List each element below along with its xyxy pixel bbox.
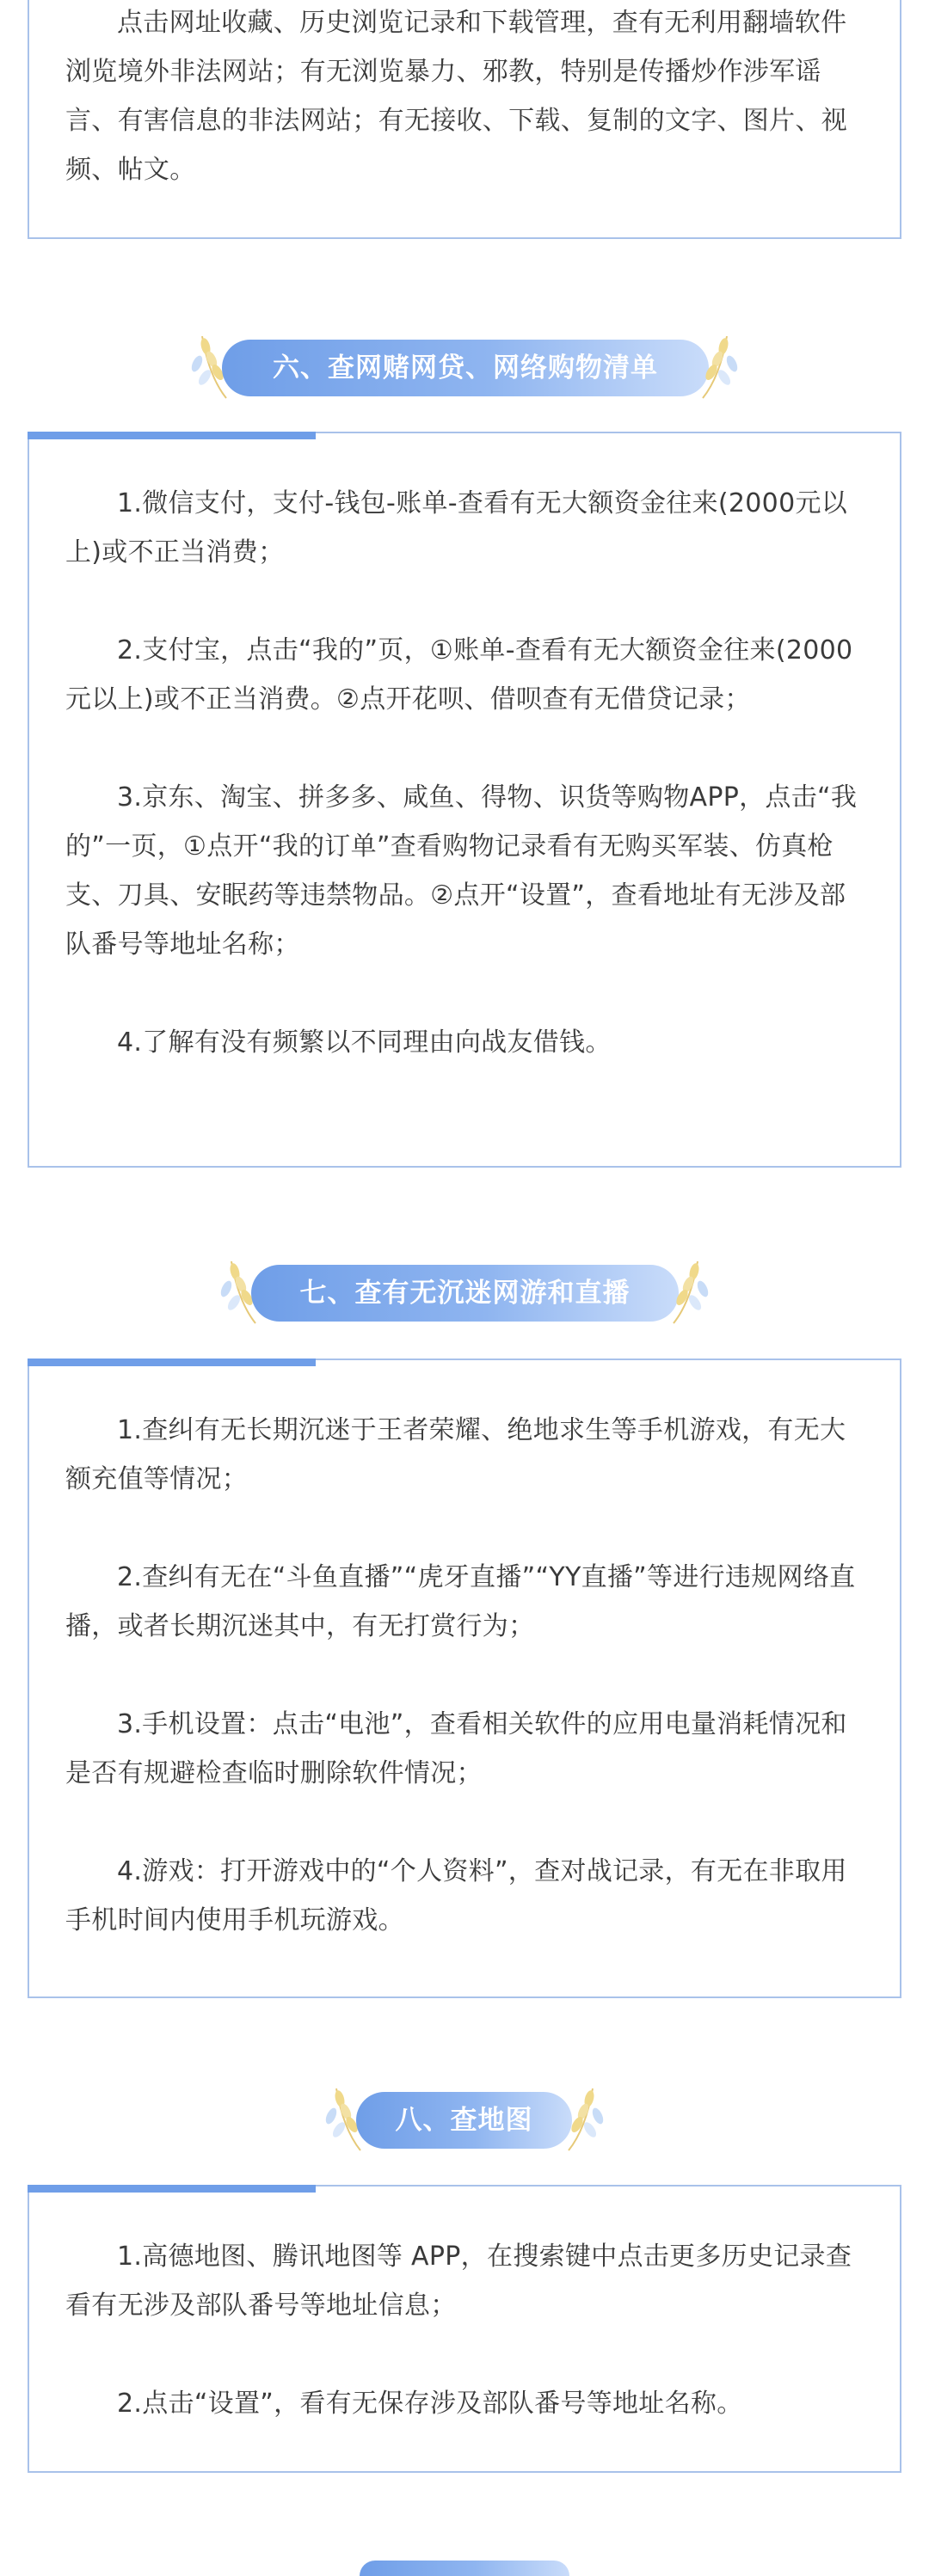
wheat-ear-icon: [694, 329, 746, 407]
card-accent-bar: [28, 2185, 316, 2193]
section-7-paragraph-3: 3.手机设置：点击“电池”，查看相关软件的应用电量消耗情况和是否有规避检查临时删除软件情况；: [65, 1709, 847, 1788]
section-7-card: [28, 1359, 901, 1998]
section-7-paragraph-1: 1.查纠有无长期沉迷于王者荣耀、绝地求生等手机游戏，有无大额充值等情况；: [65, 1415, 846, 1494]
section-6-paragraph-3: 3.京东、淘宝、拼多多、咸鱼、得物、识货等购物APP，点击“我的”一页，①点开“我的订单”查看购物记录看有无购买军装、仿真枪支、刀具、安眠药等违禁物品。②点开“设置”，查看地址有无涉及部队番号等地址名称；: [65, 782, 858, 960]
section-8-title: 八、查地图: [356, 2092, 572, 2149]
section-6-paragraph-2: 2.支付宝，点击“我的”页，①账单-查看有无大额资金往来(2000 元以上)或不正当消费。②点开花呗、借呗查有无借贷记录；: [65, 635, 853, 715]
section-7-paragraph-2: 2.查纠有无在“斗鱼直播”“虎牙直播”“YY直播”等进行违规网络直播，或者长期沉迷其中，有无打赏行为；: [65, 1562, 856, 1641]
section-6-paragraph-1: 1.微信支付，支付-钱包-账单-查看有无大额资金往来(2000元以上)或不正当消费；: [65, 488, 848, 567]
section-5-paragraph-1: 点击网址收藏、历史浏览记录和下载管理，查有无利用翻墙软件浏览境外非法网站；有无浏览暴力、邪教，特别是传播炒作涉军谣言、有害信息的非法网站；有无接收、下载、复制的文字、图片、视频、帖文。: [65, 8, 847, 185]
section-5-card: [28, 0, 901, 239]
section-7-paragraph-4: 4.游戏：打开游戏中的“个人资料”，查对战记录，有无在非取用手机时间内使用手机玩游戏。: [65, 1856, 847, 1935]
section-6-paragraph-4: 4.了解有没有频繁以不同理由向战友借钱。: [117, 1027, 612, 1058]
next-section-heading-partial: [360, 2561, 569, 2576]
section-6-heading: [0, 329, 929, 407]
section-6-title: 六、查网赌网贷、网络购物清单: [222, 340, 709, 396]
section-8-paragraph-2: 2.点击“设置”，看有无保存涉及部队番号等地址名称。: [117, 2389, 743, 2419]
card-accent-bar: [28, 432, 316, 439]
section-7-heading: [0, 1254, 929, 1332]
wheat-ear-icon: [665, 1254, 717, 1332]
section-8-card: [28, 2185, 901, 2473]
wheat-ear-icon: [560, 2082, 612, 2159]
section-6-card: [28, 432, 901, 1168]
section-8-paragraph-1: 1.高德地图、腾讯地图等 APP，在搜索键中点击更多历史记录查看有无涉及部队番号等地址信息；: [65, 2242, 852, 2321]
card-accent-bar: [28, 1359, 316, 1366]
section-7-title: 七、查有无沉迷网游和直播: [251, 1265, 679, 1322]
section-8-heading: [0, 2082, 929, 2159]
